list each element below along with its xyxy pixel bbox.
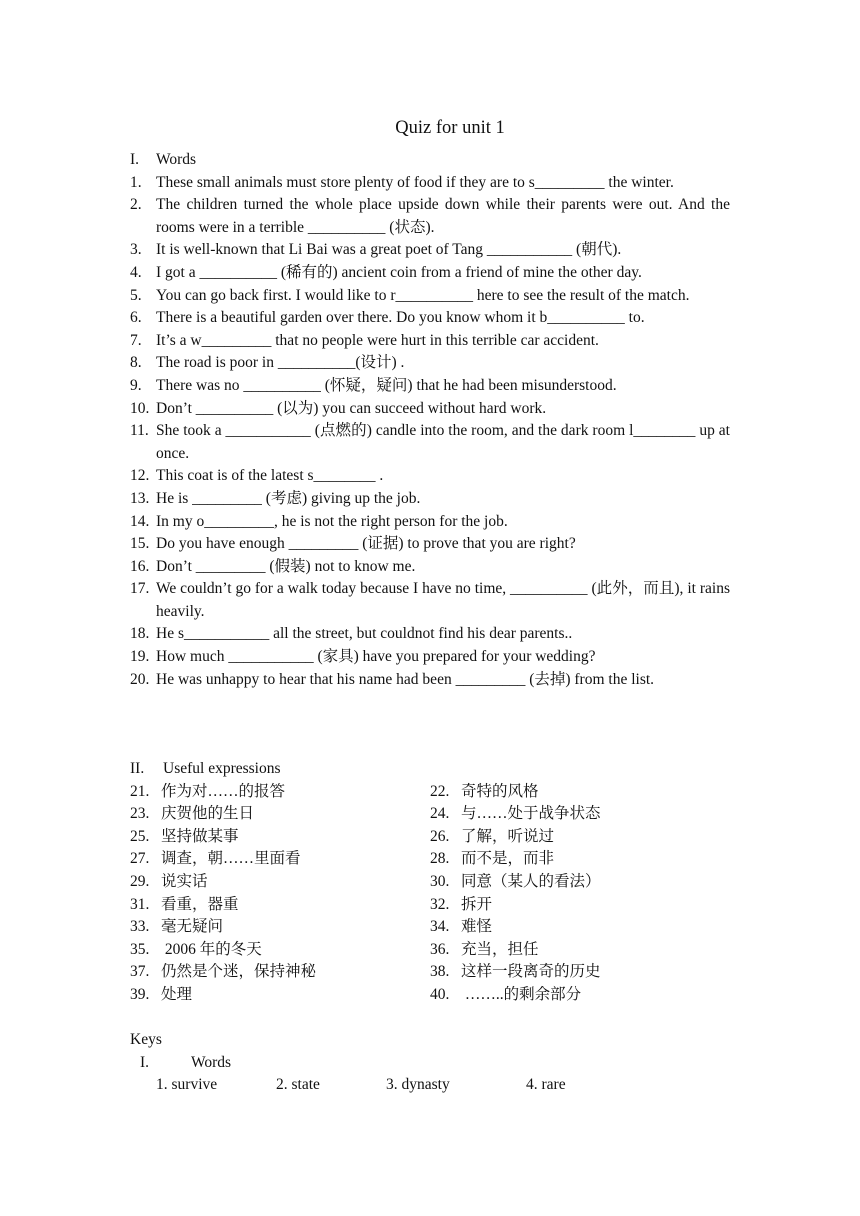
question-text: We couldn’t go for a walk today because I have no time, __________ (此外，而且), it rains heavily. <box>156 580 730 620</box>
expression-number: 37. <box>130 963 150 981</box>
expression-number: 40. <box>430 985 450 1003</box>
question-text: He was unhappy to hear that his name had been _________ (去掉) from the list. <box>156 670 655 688</box>
expression-item <box>130 961 430 984</box>
question-number: 11. <box>130 422 149 440</box>
expression-number: 39. <box>130 985 150 1003</box>
expression-item <box>430 894 730 917</box>
question-number: 10. <box>130 399 150 417</box>
question-text: There is a beautiful garden over there. Do you know whom it b__________ to. <box>156 309 645 327</box>
expression-text: 了解，听说过 <box>461 827 555 845</box>
expression-row <box>130 961 730 984</box>
expression-number: 30. <box>430 872 450 890</box>
question-text: He is _________ (考虑) giving up the job. <box>156 489 421 507</box>
expression-text: 坚持做某事 <box>161 827 239 845</box>
expression-number: 34. <box>430 918 450 936</box>
question-item <box>130 194 730 239</box>
section-number: II. <box>130 760 145 777</box>
expression-number: 21. <box>130 782 150 800</box>
keys-heading: Keys <box>130 1031 162 1048</box>
expression-text: 同意（某人的看法） <box>461 872 601 890</box>
question-item <box>130 556 730 579</box>
expression-item <box>430 916 730 939</box>
keys-section-title: Words <box>191 1053 232 1071</box>
expression-row <box>130 939 730 962</box>
expression-number: 25. <box>130 827 150 845</box>
expression-number: 26. <box>430 827 450 845</box>
question-text: She took a ___________ (点燃的) candle into the room, and the dark room l________ up at once. <box>156 422 730 462</box>
question-text: Don’t _________ (假装) not to know me. <box>156 557 416 575</box>
question-item <box>130 465 730 488</box>
page-title: Quiz for unit 1 <box>395 118 505 138</box>
keys-subheading <box>130 1052 730 1075</box>
expression-item <box>130 826 430 849</box>
expression-number: 28. <box>430 850 450 868</box>
question-number: 6. <box>130 309 142 327</box>
expression-row <box>130 803 730 826</box>
expression-number: 32. <box>430 895 450 913</box>
question-text: The road is poor in __________(设计) . <box>156 354 405 372</box>
expression-number: 29. <box>130 872 150 890</box>
expression-text: 调查，朝……里面看 <box>161 850 301 868</box>
question-text: These small animals must store plenty of food if they are to s_________ the winter. <box>156 173 674 191</box>
question-text: Do you have enough _________ (证据) to prove that you are right? <box>156 535 576 553</box>
key-answer: 3. dynasty <box>386 1076 450 1094</box>
expression-number: 23. <box>130 805 150 823</box>
question-item <box>130 398 730 421</box>
key-answer: 2. state <box>276 1076 320 1094</box>
question-number: 1. <box>130 173 142 191</box>
section-title: Useful expressions <box>163 760 281 777</box>
question-number: 8. <box>130 354 142 372</box>
expression-text: 作为对……的报答 <box>161 782 286 800</box>
question-item <box>130 488 730 511</box>
question-item <box>130 375 730 398</box>
question-item <box>130 239 730 262</box>
words-list <box>130 172 730 692</box>
expression-item <box>430 781 730 804</box>
expression-text: 难怪 <box>461 918 493 936</box>
keys-section <box>130 1029 730 1097</box>
expression-item <box>130 848 430 871</box>
question-item <box>130 172 730 195</box>
question-text: It’s a w_________ that no people were hurt in this terrible car accident. <box>156 331 599 349</box>
question-number: 18. <box>130 625 150 643</box>
expression-number: 24. <box>430 805 450 823</box>
expression-row <box>130 871 730 894</box>
expression-item <box>430 826 730 849</box>
expressions-section <box>130 758 730 1007</box>
expression-text: 而不是，而非 <box>461 850 555 868</box>
question-number: 7. <box>130 331 142 349</box>
expression-number: 38. <box>430 963 450 981</box>
expression-item <box>430 803 730 826</box>
key-answer: 1. survive <box>156 1076 218 1094</box>
expression-text: 2006 年的冬天 <box>161 940 262 958</box>
expression-text: 与……处于战争状态 <box>461 805 601 823</box>
question-item <box>130 420 730 465</box>
section-heading <box>130 149 730 172</box>
question-item <box>130 307 730 330</box>
question-item <box>130 623 730 646</box>
question-item <box>130 285 730 308</box>
question-text: In my o_________, he is not the right person for the job. <box>156 512 508 530</box>
expression-item <box>130 984 430 1007</box>
expression-text: 这样一段离奇的历史 <box>461 963 601 981</box>
question-number: 2. <box>130 196 142 214</box>
question-text: How much ___________ (家具) have you prepared for your wedding? <box>156 648 596 666</box>
expressions-list <box>130 781 730 1007</box>
expression-row <box>130 984 730 1007</box>
expression-text: 庆贺他的生日 <box>161 805 255 823</box>
expression-number: 35. <box>130 940 150 958</box>
question-text: You can go back first. I would like to r__________ here to see the result of the match. <box>156 286 690 304</box>
expression-item <box>430 848 730 871</box>
question-text: I got a __________ (稀有的) ancient coin from a friend of mine the other day. <box>156 263 642 281</box>
expression-item <box>430 984 730 1007</box>
question-text: It is well-known that Li Bai was a great poet of Tang ___________ (朝代). <box>156 241 622 259</box>
expression-item <box>430 871 730 894</box>
expression-item <box>130 871 430 894</box>
question-item <box>130 646 730 669</box>
section-title: Words <box>156 151 197 168</box>
expression-number: 31. <box>130 895 150 913</box>
question-number: 3. <box>130 241 142 259</box>
expression-row <box>130 894 730 917</box>
question-number: 19. <box>130 648 150 666</box>
expression-text: 说实话 <box>161 872 208 890</box>
expression-text: 充当，担任 <box>461 940 539 958</box>
keys-section-number: I. <box>140 1053 150 1071</box>
expression-number: 27. <box>130 850 150 868</box>
expression-number: 22. <box>430 782 450 800</box>
question-text: There was no __________ (怀疑，疑问) that he had been misunderstood. <box>156 376 617 394</box>
question-item <box>130 533 730 556</box>
question-number: 5. <box>130 286 142 304</box>
expression-text: ……..的剩余部分 <box>461 985 582 1003</box>
expression-number: 33. <box>130 918 150 936</box>
question-item <box>130 262 730 285</box>
words-section <box>130 149 730 691</box>
key-answer: 4. rare <box>526 1076 566 1094</box>
expression-row <box>130 781 730 804</box>
expression-item <box>130 894 430 917</box>
expression-item <box>430 961 730 984</box>
expression-text: 看重，器重 <box>161 895 239 913</box>
question-number: 20. <box>130 670 150 688</box>
expression-item <box>130 781 430 804</box>
expression-item <box>430 939 730 962</box>
question-item <box>130 578 730 623</box>
question-number: 13. <box>130 489 150 507</box>
expression-number: 36. <box>430 940 450 958</box>
question-item <box>130 330 730 353</box>
expression-item <box>130 803 430 826</box>
question-item <box>130 352 730 375</box>
expression-item <box>130 916 430 939</box>
expression-row <box>130 916 730 939</box>
question-item <box>130 511 730 534</box>
expression-text: 处理 <box>161 985 193 1003</box>
expression-text: 拆开 <box>461 895 493 913</box>
question-number: 15. <box>130 535 150 553</box>
expression-text: 奇特的风格 <box>461 782 539 800</box>
question-text: This coat is of the latest s________ . <box>156 467 384 485</box>
question-number: 14. <box>130 512 150 530</box>
expression-row <box>130 848 730 871</box>
question-number: 9. <box>130 376 142 394</box>
section-heading <box>130 758 730 781</box>
expression-text: 毫无疑问 <box>161 918 224 936</box>
expression-item <box>130 939 430 962</box>
section-number: I. <box>130 151 140 168</box>
question-text: The children turned the whole place upside down while their parents were out. And the rooms were in a terrible __________ (状态). <box>156 196 730 236</box>
question-item <box>130 669 730 692</box>
expression-row <box>130 826 730 849</box>
question-number: 16. <box>130 557 150 575</box>
question-text: Don’t __________ (以为) you can succeed without hard work. <box>156 399 547 417</box>
question-number: 4. <box>130 263 142 281</box>
keys-answers <box>130 1074 730 1097</box>
question-text: He s___________ all the street, but couldnot find his dear parents.. <box>156 625 573 643</box>
expression-text: 仍然是个迷，保持神秘 <box>161 963 317 981</box>
question-number: 17. <box>130 580 150 598</box>
question-number: 12. <box>130 467 150 485</box>
